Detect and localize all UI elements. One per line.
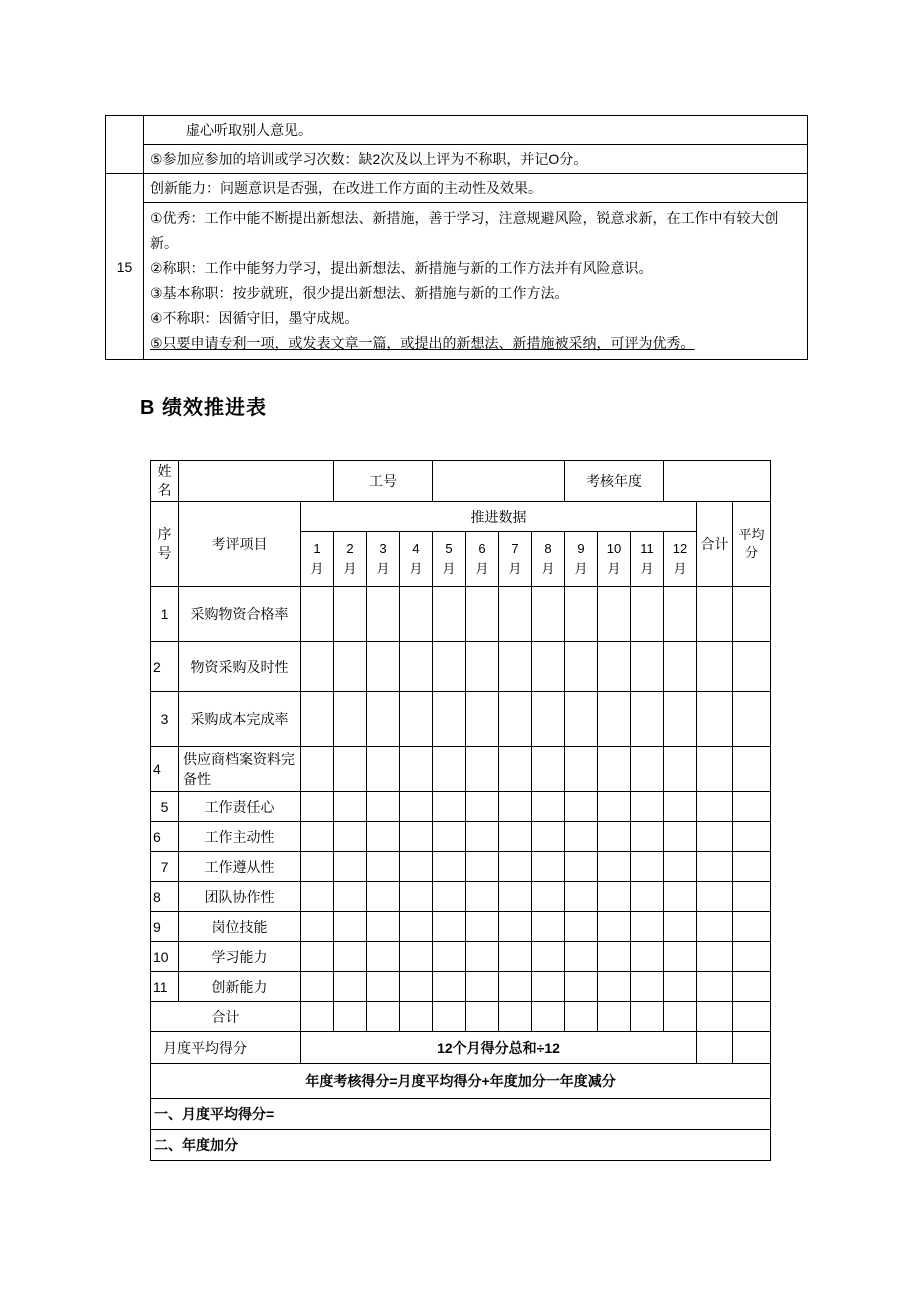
data-cell xyxy=(400,822,433,852)
data-cell xyxy=(664,912,697,942)
data-cell xyxy=(598,822,631,852)
monthly-average-label: 月度平均得分 xyxy=(151,1032,301,1064)
data-cell xyxy=(733,1002,771,1032)
data-cell xyxy=(334,972,367,1002)
data-cell xyxy=(367,972,400,1002)
data-cell xyxy=(532,972,565,1002)
row-no: 6 xyxy=(151,822,179,852)
data-cell xyxy=(400,1002,433,1032)
data-cell xyxy=(733,912,771,942)
average-header: 平均分 xyxy=(733,502,771,587)
data-cell xyxy=(631,692,664,747)
data-cell xyxy=(301,822,334,852)
data-cell xyxy=(598,792,631,822)
criteria-prev-row-2 xyxy=(106,145,808,174)
data-cell xyxy=(565,852,598,882)
data-cell xyxy=(532,587,565,642)
row-no: 2 xyxy=(151,642,179,692)
data-cell xyxy=(598,882,631,912)
data-cell xyxy=(433,1002,466,1032)
data-cell xyxy=(334,822,367,852)
data-cell xyxy=(367,587,400,642)
table-row xyxy=(151,822,771,852)
data-cell xyxy=(631,822,664,852)
data-cell xyxy=(733,852,771,882)
table-row xyxy=(151,912,771,942)
data-cell xyxy=(697,852,733,882)
data-cell xyxy=(433,587,466,642)
data-cell xyxy=(367,852,400,882)
data-cell xyxy=(367,792,400,822)
data-cell xyxy=(334,912,367,942)
criteria-table xyxy=(105,115,808,360)
data-cell xyxy=(367,642,400,692)
data-cell xyxy=(367,747,400,792)
data-cell xyxy=(598,1002,631,1032)
data-cell xyxy=(565,692,598,747)
data-cell xyxy=(334,942,367,972)
header-row-group xyxy=(151,502,771,532)
data-cell xyxy=(367,692,400,747)
data-cell xyxy=(433,642,466,692)
table-row xyxy=(151,942,771,972)
data-cell xyxy=(532,747,565,792)
data-cell xyxy=(733,942,771,972)
data-cell xyxy=(532,822,565,852)
data-cell xyxy=(598,912,631,942)
month-header: 9月 xyxy=(565,532,598,587)
data-cell xyxy=(697,882,733,912)
data-cell xyxy=(301,852,334,882)
data-cell xyxy=(433,692,466,747)
data-cell xyxy=(565,747,598,792)
data-cell xyxy=(631,587,664,642)
month-header: 8月 xyxy=(532,532,565,587)
data-cell xyxy=(301,942,334,972)
data-cell xyxy=(565,1002,598,1032)
data-cell xyxy=(499,642,532,692)
name-value-cell xyxy=(179,461,334,502)
data-cell xyxy=(532,882,565,912)
row-item-label: 供应商档案资料完备性 xyxy=(179,747,301,792)
row-item-label: 物资采购及时性 xyxy=(179,642,301,692)
data-cell xyxy=(532,642,565,692)
data-cell xyxy=(697,792,733,822)
month-header: 1月 xyxy=(301,532,334,587)
row-item-label: 学习能力 xyxy=(179,942,301,972)
data-cell xyxy=(499,942,532,972)
row-item-label: 创新能力 xyxy=(179,972,301,1002)
data-cell xyxy=(400,642,433,692)
data-cell xyxy=(565,642,598,692)
row-no: 4 xyxy=(151,747,179,792)
section-title: B 绩效推进表 xyxy=(140,397,267,419)
criteria-line: ①优秀：工作中能不断提出新想法、新措施，善于学习，注意规避风险，锐意求新，在工作中有较大创新。 xyxy=(150,210,779,251)
data-cell xyxy=(400,792,433,822)
table-row xyxy=(151,972,771,1002)
data-cell xyxy=(664,747,697,792)
data-cell xyxy=(301,972,334,1002)
month-header: 5月 xyxy=(433,532,466,587)
criteria-prev-last-line: ⑤参加应参加的培训或学习次数：缺2次及以上评为不称职，并记O分。 xyxy=(144,145,808,174)
data-cell xyxy=(466,1002,499,1032)
data-group-header: 推进数据 xyxy=(301,502,697,532)
table-row xyxy=(151,747,771,792)
data-cell xyxy=(400,882,433,912)
data-cell xyxy=(598,942,631,972)
criteria-prev-continuation: 虚心听取别人意见。 xyxy=(144,116,808,145)
name-label: 姓名 xyxy=(151,461,179,502)
data-cell xyxy=(301,747,334,792)
criteria-item-title-row xyxy=(106,174,808,203)
month-header: 10月 xyxy=(598,532,631,587)
table-row xyxy=(151,692,771,747)
table-row xyxy=(151,587,771,642)
criteria-item-body-row xyxy=(106,203,808,360)
data-cell xyxy=(565,912,598,942)
data-cell xyxy=(664,587,697,642)
data-cell xyxy=(499,792,532,822)
data-cell xyxy=(598,747,631,792)
data-cell xyxy=(697,912,733,942)
row-no: 11 xyxy=(151,972,179,1002)
monthly-average-row xyxy=(151,1032,771,1064)
data-cell xyxy=(367,822,400,852)
data-cell xyxy=(433,912,466,942)
data-cell xyxy=(631,942,664,972)
data-cell xyxy=(367,912,400,942)
data-cell xyxy=(367,1002,400,1032)
data-cell xyxy=(301,882,334,912)
data-cell xyxy=(565,822,598,852)
data-cell xyxy=(697,747,733,792)
data-cell xyxy=(697,1002,733,1032)
row-no: 5 xyxy=(151,792,179,822)
footnote-row-1 xyxy=(151,1099,771,1130)
data-cell xyxy=(598,587,631,642)
month-header: 3月 xyxy=(367,532,400,587)
total-row xyxy=(151,1002,771,1032)
data-cell xyxy=(433,792,466,822)
data-cell xyxy=(532,942,565,972)
row-item-label: 工作主动性 xyxy=(179,822,301,852)
month-header: 12月 xyxy=(664,532,697,587)
data-cell xyxy=(400,747,433,792)
seq-header: 序号 xyxy=(151,502,179,587)
data-cell xyxy=(466,912,499,942)
row-item-label: 采购物资合格率 xyxy=(179,587,301,642)
data-cell xyxy=(400,972,433,1002)
data-cell xyxy=(664,972,697,1002)
month-header: 11月 xyxy=(631,532,664,587)
data-cell xyxy=(334,1002,367,1032)
criteria-prev-no-cell xyxy=(106,116,144,174)
data-cell xyxy=(733,642,771,692)
data-cell xyxy=(664,692,697,747)
row-no: 9 xyxy=(151,912,179,942)
annual-formula-row xyxy=(151,1064,771,1099)
data-cell xyxy=(334,747,367,792)
data-cell xyxy=(697,942,733,972)
data-cell xyxy=(697,642,733,692)
row-item-label: 工作责任心 xyxy=(179,792,301,822)
footnote-row-2 xyxy=(151,1130,771,1161)
data-cell xyxy=(631,642,664,692)
criteria-item-body xyxy=(144,203,808,360)
criteria-item-title: 创新能力：问题意识是否强，在改进工作方面的主动性及效果。 xyxy=(144,174,808,203)
data-cell xyxy=(466,942,499,972)
row-no: 1 xyxy=(151,587,179,642)
footnote-annual-bonus: 二、年度加分 xyxy=(151,1130,771,1161)
data-cell xyxy=(433,942,466,972)
total-header: 合计 xyxy=(697,502,733,587)
data-cell xyxy=(664,852,697,882)
row-item-label: 岗位技能 xyxy=(179,912,301,942)
total-row-label: 合计 xyxy=(151,1002,301,1032)
data-cell xyxy=(733,747,771,792)
data-cell xyxy=(532,1002,565,1032)
data-cell xyxy=(466,792,499,822)
item-header: 考评项目 xyxy=(179,502,301,587)
data-cell xyxy=(433,972,466,1002)
data-cell xyxy=(466,692,499,747)
data-cell xyxy=(598,642,631,692)
data-cell xyxy=(499,692,532,747)
data-cell xyxy=(697,822,733,852)
criteria-prev-row-1 xyxy=(106,116,808,145)
data-cell xyxy=(499,852,532,882)
data-cell xyxy=(664,942,697,972)
info-row xyxy=(151,461,771,502)
data-cell xyxy=(301,1002,334,1032)
data-cell xyxy=(466,822,499,852)
footnote-monthly-average: 一、月度平均得分= xyxy=(151,1099,771,1130)
criteria-line: ②称职：工作中能努力学习，提出新想法、新措施与新的工作方法并有风险意识。 xyxy=(150,260,653,276)
data-cell xyxy=(499,587,532,642)
data-cell xyxy=(499,882,532,912)
data-cell xyxy=(433,822,466,852)
data-cell xyxy=(598,972,631,1002)
data-cell xyxy=(367,942,400,972)
data-cell xyxy=(499,822,532,852)
data-cell xyxy=(499,972,532,1002)
row-no: 10 xyxy=(151,942,179,972)
data-cell xyxy=(334,642,367,692)
data-cell xyxy=(433,852,466,882)
data-cell xyxy=(334,587,367,642)
data-cell xyxy=(301,792,334,822)
data-cell xyxy=(733,882,771,912)
data-cell xyxy=(598,692,631,747)
table-row xyxy=(151,852,771,882)
data-cell xyxy=(697,692,733,747)
data-cell xyxy=(334,852,367,882)
data-cell xyxy=(664,822,697,852)
data-cell xyxy=(334,792,367,822)
data-cell xyxy=(301,692,334,747)
criteria-item-no: 15 xyxy=(106,174,144,360)
data-cell xyxy=(400,587,433,642)
annual-formula: 年度考核得分=月度平均得分+年度加分一年度减分 xyxy=(151,1064,771,1099)
data-cell xyxy=(334,692,367,747)
data-cell xyxy=(631,792,664,822)
month-header: 4月 xyxy=(400,532,433,587)
data-cell xyxy=(565,882,598,912)
data-cell xyxy=(499,912,532,942)
data-cell xyxy=(664,792,697,822)
criteria-line: ④不称职：因循守旧，墨守成规。 xyxy=(150,310,359,326)
data-cell xyxy=(400,852,433,882)
data-cell xyxy=(697,972,733,1002)
row-item-label: 团队协作性 xyxy=(179,882,301,912)
criteria-line-underlined: ⑤只要申请专利一项，或发表文章一篇，或提出的新想法、新措施被采纳，可评为优秀。 xyxy=(150,335,695,351)
data-cell xyxy=(400,692,433,747)
data-cell xyxy=(466,972,499,1002)
employee-id-value-cell xyxy=(433,461,565,502)
month-header: 2月 xyxy=(334,532,367,587)
data-cell xyxy=(301,912,334,942)
data-cell xyxy=(664,882,697,912)
table-row xyxy=(151,792,771,822)
data-cell xyxy=(499,1002,532,1032)
data-cell xyxy=(631,747,664,792)
data-cell xyxy=(733,822,771,852)
row-item-label: 工作遵从性 xyxy=(179,852,301,882)
data-cell xyxy=(433,747,466,792)
data-cell xyxy=(733,587,771,642)
data-cell xyxy=(466,852,499,882)
row-item-label: 采购成本完成率 xyxy=(179,692,301,747)
row-no: 7 xyxy=(151,852,179,882)
data-cell xyxy=(466,882,499,912)
row-no: 8 xyxy=(151,882,179,912)
data-cell xyxy=(301,587,334,642)
data-cell xyxy=(532,912,565,942)
table-row xyxy=(151,882,771,912)
performance-table xyxy=(150,460,771,1161)
data-cell xyxy=(565,587,598,642)
data-cell xyxy=(664,642,697,692)
data-cell xyxy=(565,942,598,972)
data-cell xyxy=(664,1002,697,1032)
data-cell xyxy=(301,642,334,692)
monthly-average-formula: 12个月得分总和÷12 xyxy=(301,1032,697,1064)
data-cell xyxy=(733,1032,771,1064)
year-value-cell xyxy=(664,461,771,502)
data-cell xyxy=(400,912,433,942)
data-cell xyxy=(400,942,433,972)
month-header: 6月 xyxy=(466,532,499,587)
employee-id-label: 工号 xyxy=(334,461,433,502)
table-row xyxy=(151,642,771,692)
data-cell xyxy=(631,972,664,1002)
month-header: 7月 xyxy=(499,532,532,587)
data-cell xyxy=(466,747,499,792)
data-cell xyxy=(733,692,771,747)
year-label: 考核年度 xyxy=(565,461,664,502)
data-cell xyxy=(532,852,565,882)
data-cell xyxy=(733,972,771,1002)
data-cell xyxy=(697,587,733,642)
data-cell xyxy=(532,792,565,822)
data-cell xyxy=(466,642,499,692)
data-cell xyxy=(598,852,631,882)
criteria-line: ③基本称职：按步就班，很少提出新想法、新措施与新的工作方法。 xyxy=(150,285,569,301)
data-cell xyxy=(367,882,400,912)
data-cell xyxy=(733,792,771,822)
row-no: 3 xyxy=(151,692,179,747)
data-cell xyxy=(631,1002,664,1032)
data-cell xyxy=(697,1032,733,1064)
data-cell xyxy=(433,882,466,912)
data-cell xyxy=(631,852,664,882)
data-cell xyxy=(466,587,499,642)
data-cell xyxy=(631,912,664,942)
data-cell xyxy=(631,882,664,912)
data-cell xyxy=(565,792,598,822)
data-cell xyxy=(565,972,598,1002)
data-cell xyxy=(499,747,532,792)
data-cell xyxy=(334,882,367,912)
data-cell xyxy=(532,692,565,747)
